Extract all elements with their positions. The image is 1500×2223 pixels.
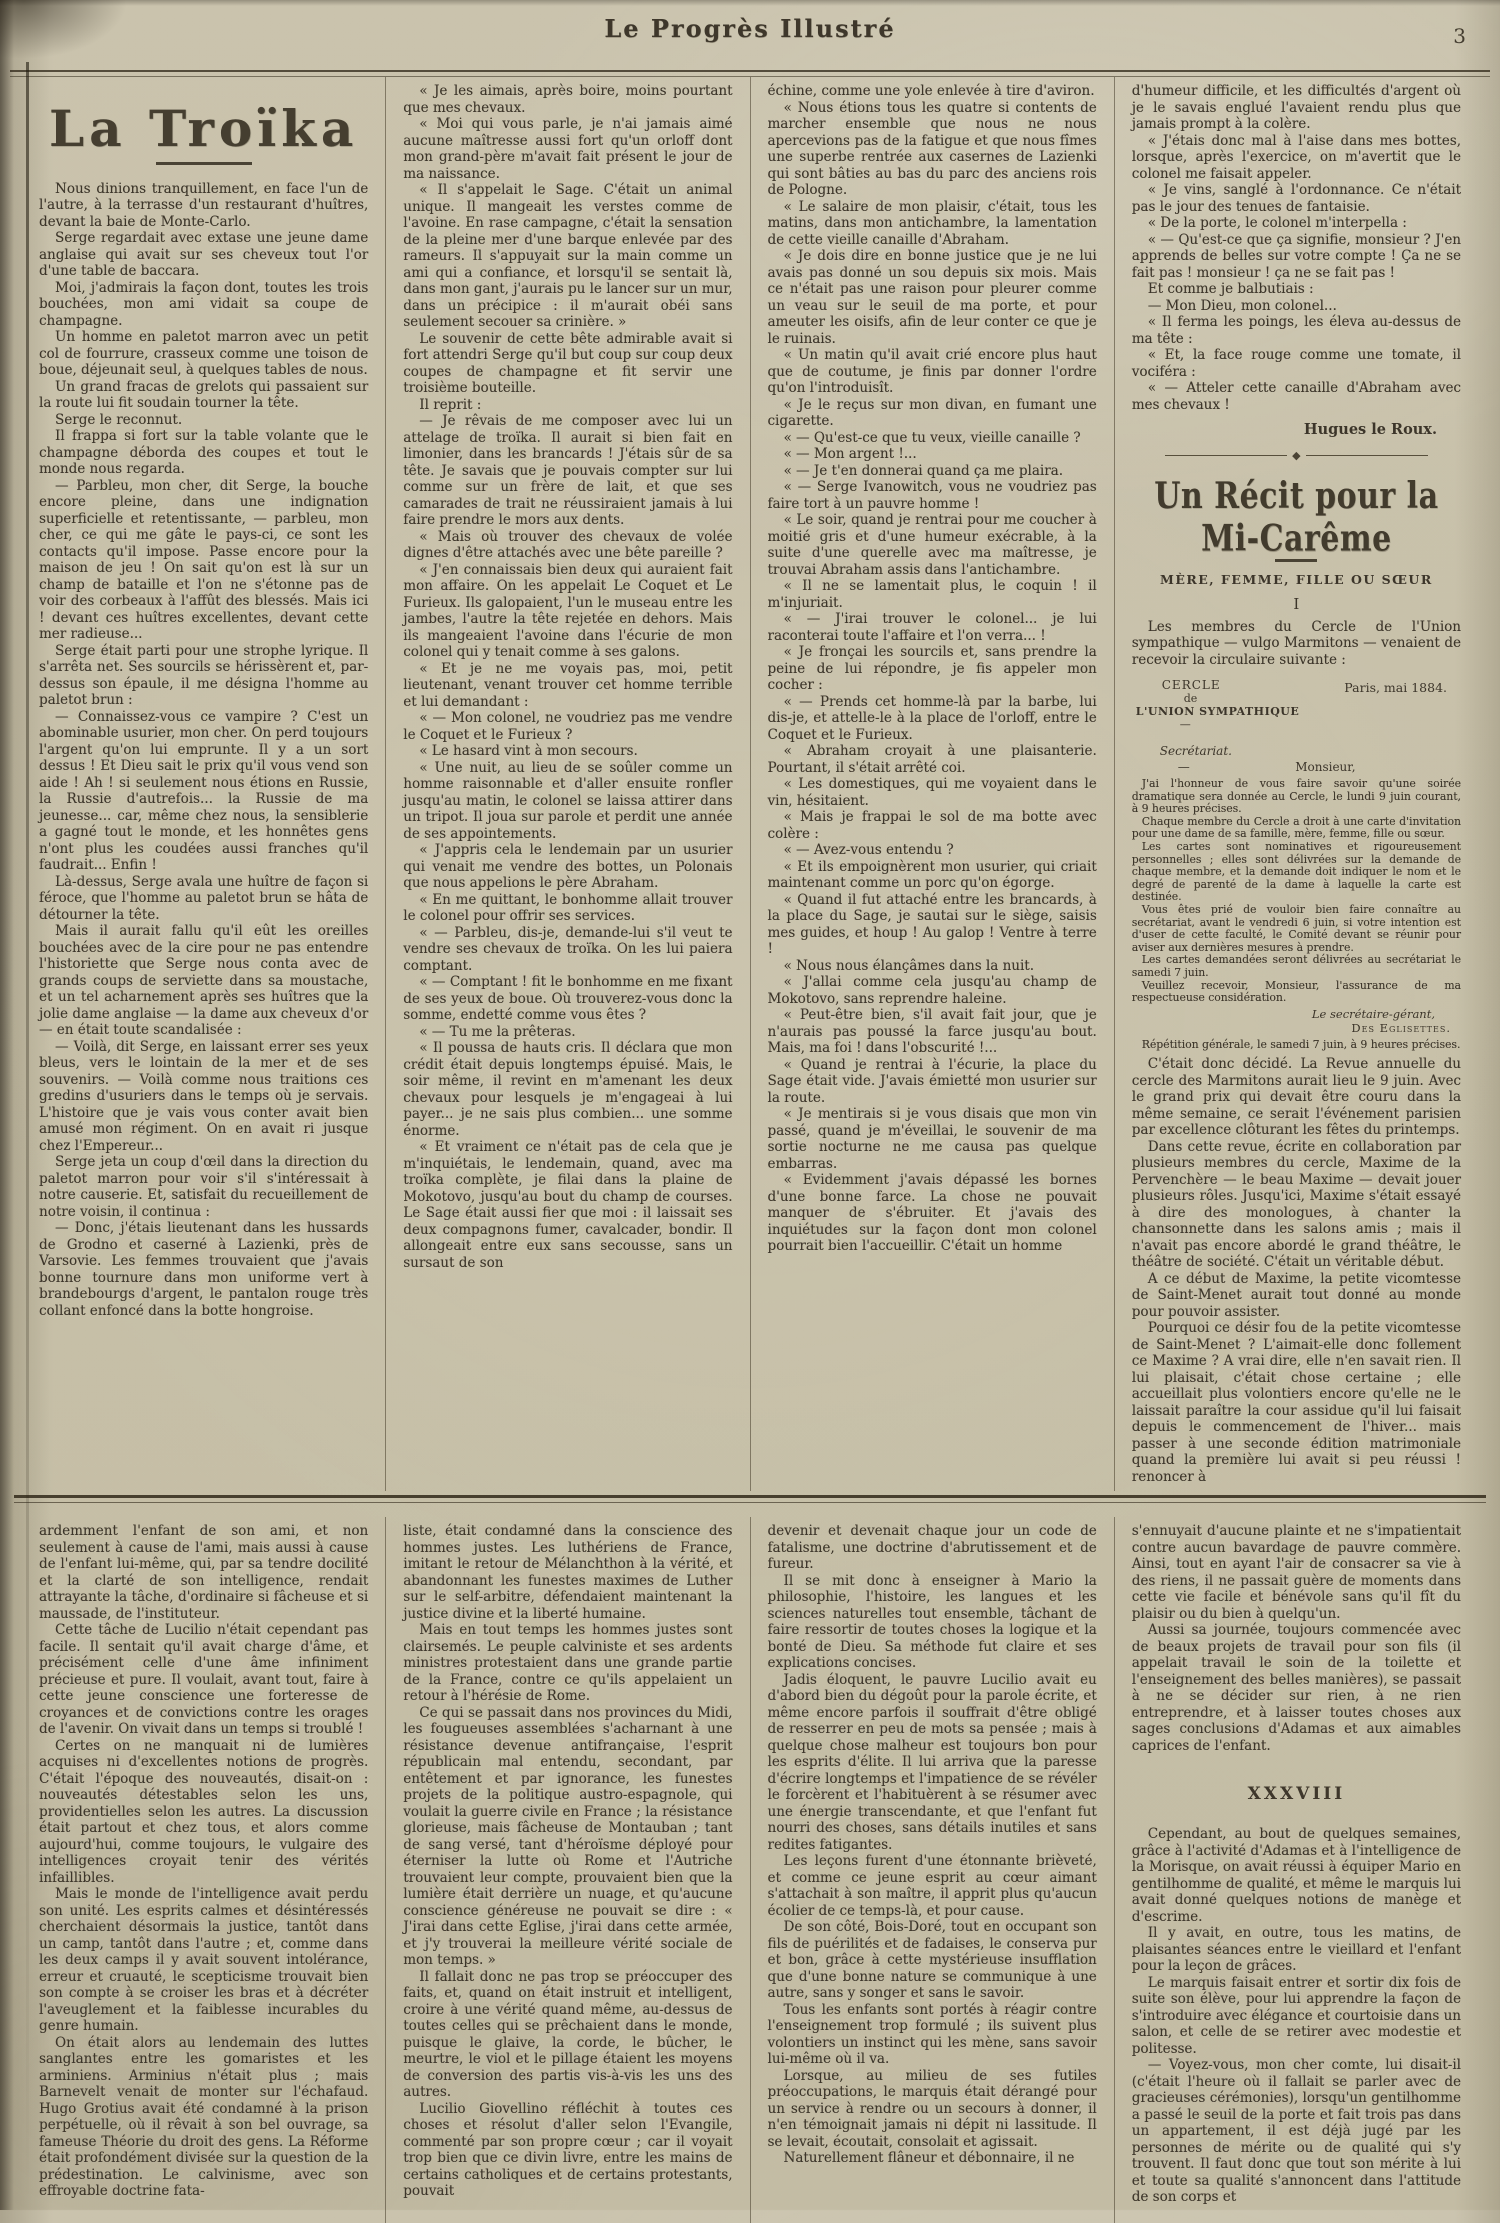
- paragraph: « Je fronçai les sourcils et, sans prendre la peine de lui répondre, je fis appeler mon cocher :: [767, 644, 1097, 693]
- troika-column-2: [385, 77, 749, 1491]
- paragraph: Le souvenir de cette bête admirable avait si fort attendri Serge qu'il but coup sur coup deux coupes de champagne et fit servir une troisième bouteille.: [403, 330, 733, 396]
- feuilleton-col3-text: [768, 1523, 1097, 2167]
- article-subtitle: MÈRE, FEMME, FILLE OU SŒUR: [1160, 571, 1433, 587]
- paragraph: « En me quittant, le bonhomme allait trouver le colonel pour offrir ses services.: [403, 891, 733, 924]
- paragraph: Un homme en paletot marron avec un petit col de fourrure, crasseux comme une toison de boue, déjeunait seul, à quelques tables de nous.: [39, 329, 369, 378]
- letterhead-org-line2: de: [1183, 692, 1198, 705]
- paragraph: Jadis éloquent, le pauvre Lucilio avait eu d'abord bien du dégoût pour la parole écrite, et même encore parfois il souffrait d'être obligé de resserrer en peu de mots sa pensée ; mais à quelque chose malheur est toujours bon pour les esprits d'élite. Il lui arriva que la paresse d'écrire longtemps et l'impatience de se révéler le forcèrent et l'habituèrent à se résumer avec une énergie transcendante, et que l'enfant fut nourri des choses, sans détails inutiles et sans redites fatigantes.: [767, 1671, 1097, 1853]
- paragraph: « Et je ne me voyais pas, moi, petit lieutenant, venant trouver cet homme terrible et lui demandant :: [403, 660, 733, 710]
- paragraph: Le marquis faisait entrer et sortir dix fois de suite son élève, pour lui apprendre la façon de s'introduire avec élégance et courtoisie dans un salon, et celle de se retirer avec modestie et politesse.: [1131, 1974, 1461, 2057]
- paragraph: Cependant, au bout de quelques semaines, grâce à l'activité d'Adamas et à l'intelligence de la Morisque, on avait réussi à équiper Mario en gentilhomme de qualité, et même le marquis lui avait donné quelques notions de manège et d'escrime.: [1131, 1826, 1461, 1925]
- page-number: 3: [1453, 24, 1466, 48]
- paragraph: Là-dessus, Serge avala une huître de façon si féroce, que l'homme au paletot brun se hâta de détourner la tête.: [39, 873, 369, 923]
- paragraph: Mais en tout temps les hommes justes sont clairsemés. Le peuple calviniste et ses ardents ministres protestaient dans une grande partie de la France, contre ce qu'ils appelaient un retour à l'hérésie de Rome.: [403, 1622, 733, 1704]
- troika-col4-text: [1132, 83, 1461, 413]
- paragraph: Les membres du Cercle de l'Union sympathique — vulgo Marmitons — venaient de recevoir la circulaire suivante :: [1131, 618, 1461, 668]
- paragraph: « Il poussa de hauts cris. Il déclara que mon crédit était depuis longtemps épuisé. Mais, le soir même, il revint en m'amenant les deux chevaux pour lesquels je m'engageai à lui payer... je ne sais plus combien... une somme énorme.: [403, 1040, 733, 1139]
- bottom-section: [0, 1507, 1500, 2223]
- paragraph: Naturellement flâneur et débonnaire, il ne: [783, 2150, 1075, 2166]
- paragraph: — Donc, j'étais lieutenant dans les hussards de Grodno et caserné à Lazienki, près de Varsovie. Les femmes trouvaient que j'avais bonne tournure dans mon uniforme vert à brandebourgs d'argent, le pantalon rouge très collant enfoncé dans la botte hongroise.: [39, 1220, 369, 1319]
- paragraph: Il fallait donc ne pas trop se préoccuper des faits, et, quand on était instruit et intelligent, croire à une vérité quand même, au-dessus de toutes celles qui se prêchaient dans le monde, puisque le glaive, la corde, le bûcher, le meurtre, le viol et le pillage étaient les moyens de conversion des partis vis-à-vis les uns des autres.: [403, 1968, 733, 2100]
- feuilleton-column-3: [750, 1517, 1114, 2223]
- paragraph: « — Qu'est-ce que ça signifie, monsieur ? J'en apprends de belles sur votre compte ! Ça ne se fait pas ! monsieur ! ça ne se fait pas !: [1131, 231, 1461, 281]
- paragraph: « — Serge Ivanowitch, vous ne voudriez pas faire tort à un pauvre homme !: [767, 479, 1097, 512]
- paragraph: De son côté, Bois-Doré, tout en occupant son fils de puérilités et de fadaises, le conserva pur et bon, grâce à cette mystérieuse insufflation que d'une bonne nature se communique à une autre, sans y songer et sans le savoir.: [767, 1919, 1097, 2001]
- paragraph: — Mon Dieu, mon colonel...: [1147, 297, 1337, 314]
- paragraph: « Abraham croyait à une plaisanterie. Pourtant, il s'était arrêté coi.: [767, 743, 1097, 776]
- paragraph: « Et vraiment ce n'était pas de cela que je m'inquiétais, le lendemain, quand, avec ma troïka complète, je filai dans la plaine de Mokotovo, jusqu'au bout du champ de courses. Le Sage était aussi fier que moi : il laissait ses deux compagnons fumer, cavalcader, bondir. Il allongeait entre eux sans secousse, sans un sursaut de son: [403, 1139, 733, 1271]
- paragraph: Chaque membre du Cercle a droit à une carte d'invitation pour une dame de sa famille, mère, femme, fille ou sœur.: [1131, 814, 1461, 841]
- paragraph: « — Parbleu, dis-je, demande-lui s'il veut te vendre ses chevaux de troïka. On les lui paiera comptant.: [403, 924, 733, 974]
- paragraph: « Le soir, quand je rentrai pour me coucher à moitié gris et d'une humeur exécrable, à la suite d'une querelle avec ma maîtresse, je trouvai Abraham assis dans l'antichambre.: [767, 512, 1097, 578]
- circular-letterhead: [1136, 678, 1461, 740]
- paragraph: « Peut-être bien, s'il avait fait jour, que je n'aurais pas poussé la farce jusqu'au bout. Mais, ma foi ! dans l'obscurité !...: [767, 1007, 1097, 1056]
- ornamental-divider: [1165, 450, 1428, 461]
- paragraph: « Je dois dire en bonne justice que je ne lui avais pas donné un sou depuis six mois. Mais ce n'était pas une raison pour pleurer comme un veau sur le seuil de ma porte, et pour ameuter les oisifs, afin de leur conter ce que je le ruinais.: [767, 248, 1097, 347]
- paragraph: Aussi sa journée, toujours commencée avec de beaux projets de travail pour son fils (il appelait travail le soin de la toilette et l'enseignement des belles manières), se passait à ne se décider sur rien, à ne rien entreprendre, et à laisser toutes choses aux sages conclusions d'Adamas et aux aimables caprices de l'enfant.: [1131, 1622, 1461, 1754]
- paragraph: Pourquoi ce désir fou de la petite vicomtesse de Saint-Menet ? L'aimait-elle donc follement ce Maxime ? A vrai dire, elle n'en savait rien. Il lui plaisait, c'était chose certaine ; elle accueillait plus volontiers encore qu'elle ne le laissait paraître la cour assidue qu'il lui faisait depuis le commencement de l'hiver... mais passer à une seconde édition matrimoniale quand la première lui avait si peu réussi ! renoncer à: [1131, 1320, 1461, 1485]
- paragraph: « Un matin qu'il avait crié encore plus haut que de coutume, je finis par donner l'ordre qu'on l'introduisît.: [767, 347, 1097, 396]
- chapter-heading: XXXVIII: [1247, 1784, 1346, 1804]
- paragraph: « Quand il fut attaché entre les brancards, à la place du Sage, je sautai sur le siège, saisis mes guides, et houp ! Au galop ! Ventre à terre !: [767, 891, 1097, 957]
- rehearsal-note: [1132, 1039, 1461, 1052]
- newspaper-title: Le Progrès Illustré: [604, 14, 896, 43]
- paragraph: « Et, la face rouge comme une tomate, il vociféra :: [1131, 347, 1461, 380]
- paragraph: « Je vins, sanglé à l'ordonnance. Ce n'était pas le jour des tenues de fantaisie.: [1131, 182, 1461, 215]
- divider-line: [1165, 455, 1287, 456]
- paragraph: « Il s'appelait le Sage. C'était un animal unique. Il mangeait les verstes comme de l'avoine. En rase campagne, c'était la sensation de la pleine mer d'une barque enlevée par des rameurs. Il s'appuyait sur la main comme un ami qui a confiance, et lorsqu'il se sentait là, dans mon gant, j'aurais pu le lancer sur un mur, dans un précipice : il m'aurait obéi sans seulement secouer sa crinière. »: [403, 182, 733, 330]
- paragraph: Moi, j'admirais la façon dont, toutes les trois bouchées, mon ami vidait sa coupe de champagne.: [39, 279, 369, 329]
- column-4: [1114, 77, 1478, 1491]
- paragraph: — Voyez-vous, mon cher comte, lui disait-il (c'était l'heure où il fallait se parler avec de gracieuses cérémonies), lorsqu'un gentilhomme a passé le seuil de la porte et fait trois pas dans un appartement, il est déjà jugé par les personnes de mérite ou de qualité qui s'y trouvent. Il faut donc que tout son mérite à lui et toute sa qualité s'annoncent dans l'attitude de son corps et: [1131, 2057, 1461, 2205]
- troika-col1-text: [39, 181, 368, 1320]
- paragraph: « J'en connaissais bien deux qui auraient fait mon affaire. On les appelait Le Coquet et Le Furieux. Ils galopaient, l'un le museau entre les jambes, l'autre la tête rejetée en dehors. Mais ils mangeaient l'avoine dans l'écurie de mon colonel qui y tenait comme à ses galons.: [403, 561, 733, 660]
- paragraph: Les cartes sont nominatives et rigoureusement personnelles ; elles sont délivrées sur la demande de chaque membre, et la demande doit indiquer le nom et le degré de parenté de la dame à laquelle la carte est destinée.: [1131, 839, 1461, 904]
- masthead-rule: [10, 70, 1490, 77]
- feuilleton-col1-text: [39, 1523, 368, 2200]
- paragraph: Un grand fracas de grelots qui passaient sur la route lui fit soudain tourner la tête.: [39, 378, 369, 411]
- paragraph: J'ai l'honneur de vous faire savoir qu'une soirée dramatique sera donnée au Cercle, le lundi 9 juin courant, à 9 heures précises.: [1131, 777, 1461, 816]
- paragraph: « — Comptant ! fit le bonhomme en me fixant de ses yeux de boue. Où trouverez-vous donc la somme, endetté comme vous êtes ?: [403, 974, 733, 1023]
- paragraph: « Il ne se lamentait plus, le coquin ! il m'injuriait.: [767, 578, 1097, 611]
- headline-rule: [156, 162, 252, 165]
- paragraph: s'ennuyait d'aucune plainte et ne s'impatientait contre aucun bavardage de pauvre commère. Ainsi, tout en ayant l'air de consacrer sa vie à des riens, il ne passait guère de moments dans cette vie facile et bénévole sans qu'il fît du plaisir ou du bien à quelqu'un.: [1131, 1523, 1461, 1622]
- paragraph: échine, comme une yole enlevée à tire d'aviron.: [767, 83, 1095, 99]
- paragraph: ardemment l'enfant de son ami, et non seulement à cause de l'ami, mais aussi à cause de l'enfant lui-même, qui, par sa tendre docilité et la clarté de son intelligence, rendait attrayante la tâche, d'ordinaire si fâcheuse et si maussade, de l'instituteur.: [39, 1523, 369, 1622]
- paragraph: A ce début de Maxime, la petite vicomtesse de Saint-Menet aurait tout donné au monde pour pouvoir assister.: [1131, 1270, 1461, 1320]
- recit-intro: [1132, 619, 1461, 669]
- paragraph: Il reprit :: [419, 396, 482, 413]
- paragraph: « — Qu'est-ce que tu veux, vieille canaille ?: [783, 429, 1081, 446]
- paragraph: « — Mon colonel, ne voudriez pas me vendre le Coquet et le Furieux ?: [403, 710, 733, 743]
- paragraph: Lucilio Giovellino réfléchit à toutes ces choses et résolut d'aller selon l'Evangile, commenté par son propre cœur ; car il voyait trop bien que ce divin livre, entre les mains de certains catholiques et de certains protestants, pouvait: [403, 2100, 733, 2199]
- troika-column-3: [750, 77, 1114, 1491]
- paragraph: « Je le reçus sur mon divan, en fumant une cigarette.: [767, 396, 1097, 429]
- letterhead-org-line3: L'UNION SYMPATHIQUE: [1135, 705, 1300, 718]
- paragraph: « — Tu me la prêteras.: [419, 1023, 576, 1040]
- paragraph: Mais le monde de l'intelligence avait perdu son unité. Les esprits calmes et désintéressés cherchaient désormais la justice, tantôt dans un camp, tantôt dans l'autre ; et, comme dans les deux camps il y avait souvent intolérance, erreur et cruauté, le scepticisme trouvait bien son compte à se croiser les bras et à décréter l'aveuglement et la faiblesse incurables du genre humain.: [39, 1886, 369, 2034]
- part-number: I: [1293, 594, 1300, 613]
- feuilleton-col4-text-after: [1132, 1826, 1461, 2206]
- paragraph: Il frappa si fort sur la table volante que le champagne déborda des coupes et tout le monde nous regarda.: [39, 428, 369, 477]
- paragraph: Et comme je balbutiais :: [1147, 281, 1314, 297]
- author-signature: Hugues le Roux.: [1303, 421, 1437, 438]
- feuilleton-column-2: [385, 1517, 749, 2223]
- recit-body: [1132, 1056, 1461, 1485]
- masthead: [0, 0, 1500, 70]
- paragraph: « Le salaire de mon plaisir, c'était, tous les matins, dans mon antichambre, la lamentation de cette vieille canaille d'Abraham.: [767, 198, 1097, 248]
- paragraph: Ce qui se passait dans nos provinces du Midi, les fougueuses assemblées s'acharnant à une résistance devenue antifrançaise, l'esprit républicain mal entendu, secondant, par entêtement et par ignorance, les funestes projets de la politique austro-espagnole, qui voulait la guerre civile en France ; la résistance glorieuse, mais fâcheuse de Montauban ; tant de sang versé, tant d'héroïsme déployé pour éterniser la lutte où Rome et l'Autriche trouvaient leur compte, prouvaient bien que la lumière était derrière un nuage, et qu'aucune conscience généreuse ne pouvait se dire : « J'irai dans cette Eglise, j'irai dans cette armée, et j'y trouverai la meilleure vérité sociale de mon temps. »: [403, 1704, 733, 1968]
- paragraph: « Je les aimais, après boire, moins pourtant que mes chevaux.: [403, 83, 733, 116]
- paragraph: Dans cette revue, écrite en collaboration par plusieurs membres du cercle, Maxime de la Pervenchère — le beau Maxime — devait jouer plusieurs rôles. Jusqu'ici, Maxime s'était essayé à dire des monologues, à chanter la chansonnette dans les salons amis ; mais il n'avait pas encore abordé le grand théâtre, le théâtre de société. C'était un véritable début.: [1131, 1138, 1461, 1271]
- paragraph: Serge regardait avec extase une jeune dame anglaise qui avait sur ses cheveux tout l'or d'une table de baccara.: [39, 230, 369, 279]
- letter-signoff-role: Le secrétaire-gérant,: [1311, 1006, 1435, 1021]
- troika-col2-text: [403, 83, 732, 1271]
- paragraph: « — Avez-vous entendu ?: [783, 842, 954, 858]
- troika-column-1: [22, 77, 385, 1491]
- troika-col3-text: [768, 83, 1097, 1255]
- paragraph: « Evidemment j'avais dépassé les bornes d'une bonne farce. La chose ne pouvait manquer de s'ébruiter. Et j'avais des inquiétudes sur la façon dont mon colonel pourrait bien l'accueillir. C'était un homme: [767, 1172, 1097, 1254]
- paragraph: C'était donc décidé. La Revue annuelle du cercle des Marmitons aurait lieu le 9 juin. Avec le grand prix qui devait être couru dans la même semaine, ce serait l'événement parisien par excellence clôturant les fêtes du printemps.: [1131, 1056, 1461, 1139]
- circular-letter-body: [1132, 778, 1461, 1005]
- paragraph: « Nous nous élançâmes dans la nuit.: [783, 957, 1034, 974]
- feuilleton-column-4: [1114, 1517, 1478, 2223]
- paragraph: Serge le reconnut.: [55, 411, 183, 428]
- paragraph: Serge était parti pour une strophe lyrique. Il s'arrêta net. Ses sourcils se hérissèrent et, par-dessus son épaule, il me désigna l'homme au paletot brun :: [39, 642, 369, 708]
- paragraph: Il y avait, en outre, tous les matins, de plaisantes séances entre le vieillard et l'enfant pour la leçon de grâces.: [1131, 1925, 1461, 1974]
- paragraph: « Je mentirais si je vous disais que mon vin passé, quand je m'éveillai, le souvenir de ma sortie nocturne ne me causa pas quelque embarras.: [767, 1106, 1097, 1172]
- article-headline-la-troika: La Troïka: [48, 99, 359, 158]
- paragraph: « — Je t'en donnerai quand ça me plaira.: [783, 462, 1064, 479]
- paragraph: liste, était condamné dans la conscience des hommes justes. Les luthériens de France, imitant le retour de Mélanchthon à la vérité, et abandonnant les funestes maximes de Luther sur le self-arbitre, défendaient maintenant la justice divine et la liberté humaine.: [403, 1523, 733, 1622]
- paragraph: Veuillez recevoir, Monsieur, l'assurance de ma respectueuse considération.: [1131, 978, 1461, 1005]
- paragraph: « — Prends cet homme-là par la barbe, lui dis-je, et attelle-le à la place de l'orloff, entre le Coquet et le Furieux.: [767, 693, 1097, 743]
- paragraph: Les cartes demandées seront délivrées au secrétariat le samedi 7 juin.: [1131, 953, 1461, 979]
- section-separator-rule: [14, 1495, 1486, 1503]
- paragraph: « — J'irai trouver le colonel... je lui raconterai toute l'affaire et l'on verra... !: [767, 611, 1097, 644]
- paragraph: « J'appris cela le lendemain par un usurier qui venait me vendre des bottes, un Polonais que nous appelions le père Abraham.: [403, 842, 733, 891]
- letter-signoff-name: Des Eglisettes.: [1351, 1020, 1451, 1035]
- letter-salutation: Monsieur,: [1295, 760, 1356, 774]
- paragraph: « Mais où trouver des chevaux de volée dignes d'être attachés avec une bête pareille ?: [403, 528, 733, 561]
- paragraph: d'humeur difficile, et les difficultés d'argent où je le savais englué l'avaient rendu plus que jamais prompt à la colère.: [1131, 83, 1461, 132]
- paragraph: devenir et devenait chaque jour un code de fatalisme, une doctrine d'abrutissement et de fureur.: [767, 1523, 1097, 1572]
- diamond-ornament-icon: ◆: [1292, 449, 1301, 462]
- feuilleton-col4-text-before: [1132, 1523, 1461, 1754]
- paragraph: — Connaissez-vous ce vampire ? C'est un abominable usurier, mon cher. On perd toujours l'argent qu'on lui emprunte. Il y a un sort dessus ! Et Dieu sait le prix qu'il vous vend son aide ! Ah ! si seulement nous étions en Russie, la Russie d'autrefois... la Russie de ma jeunesse... car, même chez nous, la sensiblerie a gagné tout le monde, et les honnêtes gens n'ont plus les coudées aussi franches qu'il faudrait... Enfin !: [39, 708, 369, 873]
- paragraph: « Il ferma les poings, les éleva au-dessus de ma tête :: [1131, 314, 1461, 347]
- paragraph: — Voilà, dit Serge, en laissant errer ses yeux bleus, vers le lointain de la mer et de ses souvenirs. — Voilà comme nous traitions ces gredins d'usuriers dans le temps où je servais. L'histoire que je vais vous conter avait bien amusé mon régiment. On en avait ri jusque chez l'Empereur...: [39, 1038, 369, 1154]
- paragraph: « Nous étions tous les quatre si contents de marcher ensemble que nous ne nous apercevions pas de la fatigue et que nous fîmes une superbe rentrée aux casernes de Lazienki qui sont bâties au bas du parc des anciens rois de Pologne.: [767, 99, 1097, 198]
- paragraph: Nous dinions tranquillement, en face l'un de l'autre, à la terrasse d'un restaurant d'huîtres, devant la baie de Monte-Carlo.: [39, 180, 369, 230]
- paragraph: Il se mit donc à enseigner à Mario la philosophie, l'histoire, les langues et les sciences naturelles tout ensemble, tâchant de faire ressortir de toutes choses la logique et la bonté de Dieu. Sa méthode fut claire et ses explications concises.: [767, 1572, 1097, 1671]
- paragraph: « Et ils empoignèrent mon usurier, qui criait maintenant comme un porc qu'on égorge.: [767, 858, 1097, 891]
- letterhead-dash: —: [1179, 718, 1191, 731]
- salutation-dash: —: [1177, 760, 1190, 774]
- paragraph: Lorsque, au milieu de ses futiles préoccupations, le marquis était dérangé pour un service à rendre ou un secours à donner, il n'en témoignait jamais ni dépit ni lassitude. Il se levait, écoutait, consolait et agissait.: [767, 2067, 1097, 2150]
- paragraph: « Mais je frappai le sol de ma botte avec colère :: [767, 809, 1097, 842]
- paragraph: « J'étais donc mal à l'aise dans mes bottes, lorsque, après l'exercice, on m'avertit que le colonel me faisait appeler.: [1131, 132, 1461, 182]
- letter-salutation-row: [1132, 760, 1461, 774]
- paragraph: Tous les enfants sont portés à réagir contre l'enseignement trop formulé ; ils suivent plus volontiers un instinct qui les mène, sans savoir lui-même où il va.: [767, 2001, 1097, 2067]
- feuilleton-col2-text: [403, 1523, 732, 2200]
- top-section: [0, 77, 1500, 1491]
- paragraph: Certes on ne manquait ni de lumières acquises ni d'excellentes notions de progrès. C'était l'époque des nouveautés, disait-on : nouveautés détestables selon les uns, providentielles selon les autres. La discussion était partout et chez tous, et alors comme aujourd'hui, comme toujours, le vulgaire des intelligences croyait tenir des vérités infaillibles.: [39, 1737, 369, 1886]
- paragraph: Cette tâche de Lucilio n'était cependant pas facile. Il sentait qu'il avait charge d'âme, et précisément celle d'une âme infiniment précieuse et pure. Il voulait, avant tout, faire à cette jeune conscience une forteresse de croyances et de convictions contre les orages de l'avenir. On vivait dans un temps si troublé !: [39, 1622, 369, 1737]
- paragraph: « — Mon argent !...: [783, 446, 917, 462]
- paragraph: « De la porte, le colonel m'interpella :: [1147, 215, 1407, 231]
- paragraph: — Je rêvais de me composer avec lui un attelage de troïka. Il aurait si bien fait en limonier, dans les brancards ! J'étais sûr de sa tête. Je savais que je pouvais compter sur lui comme sur un frère de lait, et que ses camarades de trait ne réussiraient jamais à lui faire prendre le mors aux dents.: [403, 413, 733, 528]
- paragraph: « — Atteler cette canaille d'Abraham avec mes chevaux !: [1131, 380, 1461, 413]
- paragraph: Vous êtes prié de vouloir bien faire connaître au secrétariat, avant le vendredi 6 juin, si votre intention est d'user de cette faculté, le Comité devant se réunir pour aviser aux dernières mesures à prendre.: [1131, 902, 1461, 954]
- article-headline-recit: Un Récit pour la Mi-Carême: [1154, 475, 1439, 561]
- paragraph: « Les domestiques, qui me voyaient dans le vin, hésitaient.: [767, 776, 1097, 809]
- feuilleton-column-1: [22, 1517, 385, 2223]
- paragraph: Les leçons furent d'une étonnante brièveté, et comme ce jeune esprit au cœur aimant s'attachait à son maître, il apprit plus qu'aucun écolier de ce temps-là, et pour cause.: [767, 1853, 1097, 1919]
- paragraph: Répétition générale, le samedi 7 juin, à 9 heures précises.: [1141, 1037, 1461, 1051]
- paragraph: Mais il aurait fallu qu'il eût les oreilles bouchées avec de la cire pour ne pas entendre l'historiette que Serge nous conta avec de grands coups de serviette dans sa moustache, et un tel acharnement après ses huîtres que la jolie dame anglaise — la dame aux cheveux d'or — en était toute scandalisée :: [39, 923, 369, 1038]
- divider-line: [1306, 455, 1428, 456]
- letter-department: Secrétariat.: [1159, 744, 1232, 758]
- paragraph: « Quand je rentrai à l'écurie, la place du Sage était vide. J'avais émietté mon usurier sur la route.: [767, 1056, 1097, 1106]
- paragraph: « Moi qui vous parle, je n'ai jamais aimé aucune maîtresse aussi fort qu'un orloff dont mon grand-père m'avait fait présent le jour de ma naissance.: [403, 116, 733, 182]
- letter-dateline: Paris, mai 1884.: [1344, 680, 1447, 695]
- letterhead-org-line1: CERCLE: [1161, 678, 1221, 692]
- paragraph: « J'allai comme cela jusqu'au champ de Mokotovo, sans reprendre haleine.: [767, 974, 1097, 1007]
- paragraph: On était alors au lendemain des luttes sanglantes entre les gomaristes et les arminiens. Arminius n'était plus ; mais Barnevelt venait de monter sur l'échafaud. Hugo Grotius avait été condamné à la prison perpétuelle, où il rêvait à son bel ouvrage, sa fameuse Théorie du droit des gens. La Réforme était profondément divisée sur la question de la prédestination. Le calvinisme, avec son effroyable doctrine fata-: [39, 2034, 369, 2199]
- paragraph: « Le hasard vint à mon secours.: [419, 743, 638, 759]
- paragraph: — Parbleu, mon cher, dit Serge, la bouche encore pleine, dans une indignation superficielle et retentissante, — parbleu, mon cher, ce qui me gâte le pays-ci, ce sont les contacts qu'il impose. Passe encore pour la maison de jeu ! On sait qu'on est là sur un champ de bataille et l'on ne s'étonne pas de voir des corbeaux à l'affût des blessés. Mais ici ! devant ces huîtres excellentes, devant cette mer radieuse...: [39, 477, 369, 642]
- paragraph: Serge jeta un coup d'œil dans la direction du paletot marron pour voir s'il s'intéressait à notre causerie. Et, satisfait du recueillement de notre voisin, il continua :: [39, 1154, 369, 1220]
- paragraph: « Une nuit, au lieu de se soûler comme un homme raisonnable et d'aller ensuite ronfler jusqu'au matin, le colonel se laissa attirer dans un tripot. Il joua sur parole et perdit une année de ses appointements.: [403, 759, 733, 842]
